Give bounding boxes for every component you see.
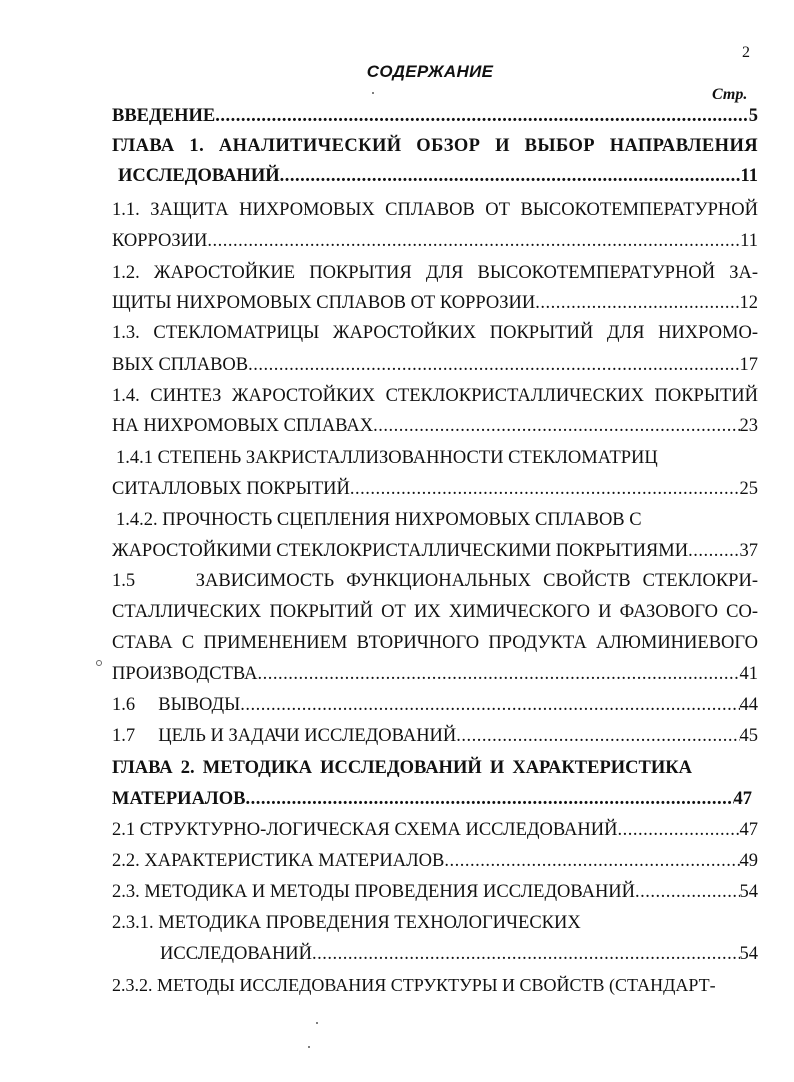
toc-entry-1-2-cont [112,288,758,318]
dot-leader [350,474,740,504]
toc-entry-1-3: 1.3. СТЕКЛОМАТРИЦЫ ЖАРОСТОЙКИХ ПОКРЫТИЙ ДЛЯ НИХРОМО- [112,323,758,343]
toc-entry-1-4-2: 1.4.2. ПРОЧНОСТЬ СЦЕПЛЕНИЯ НИХРОМОВЫХ СПЛАВОВ С [116,510,642,530]
toc-entry-page: 44 [739,695,758,715]
toc-entry-1-4-1-cont [112,474,758,504]
scan-speck [96,660,102,666]
toc-entry-text: 1.6 ВЫВОДЫ [112,695,241,715]
toc-entry-1-3-cont [112,350,758,380]
toc-entry-text: ПРОИЗВОДСТВА [112,664,258,684]
toc-entry-1-1-cont [112,226,758,256]
toc-entry-2-1 [112,815,758,845]
toc-entry-text: 1.7 ЦЕЛЬ И ЗАДАЧИ ИССЛЕДОВАНИЙ [112,726,457,746]
toc-entry-introduction [112,101,758,131]
toc-entry-page: 17 [739,355,758,375]
dot-leader [257,659,739,689]
toc-entry-text: 2.2. ХАРАКТЕРИСТИКА МАТЕРИАЛОВ [112,851,445,871]
toc-entry-page: 54 [739,882,758,902]
page-column-label: Стр. [712,86,748,103]
toc-entry-text: СИТАЛЛОВЫХ ПОКРЫТИЙ [112,479,350,499]
toc-entry-1-5: 1.5 ЗАВИСИМОСТЬ ФУНКЦИОНАЛЬНЫХ СВОЙСТВ СТЕКЛОКРИ- [112,571,758,591]
toc-entry-2-3-2: 2.3.2. МЕТОДЫ ИССЛЕДОВАНИЯ СТРУКТУРЫ И СВОЙСТВ (СТАНДАРТ- [112,975,716,995]
toc-entry-text: ВВЕДЕНИЕ [112,106,216,126]
toc-entry-page: 41 [739,664,758,684]
dot-leader [312,939,739,969]
dot-leader [535,288,739,318]
toc-entry-page: 49 [739,851,758,871]
dot-leader [373,411,739,441]
scan-speck [316,1022,318,1024]
toc-entry-1-5-cont-3 [112,659,758,689]
toc-entry-page: 54 [739,944,758,964]
toc-entry-1-4-2-cont [112,536,758,566]
toc-entry-1-7 [112,721,758,751]
toc-entry-page: 5 [748,106,758,126]
toc-entry-chapter-2: ГЛАВА 2. МЕТОДИКА ИССЛЕДОВАНИЙ И ХАРАКТЕРИСТИКА [112,758,692,778]
toc-entry-text: 2.3. МЕТОДИКА И МЕТОДЫ ПРОВЕДЕНИЯ ИССЛЕДОВАНИЙ [112,882,636,902]
toc-entry-page: 25 [739,479,758,499]
dot-leader [280,161,741,191]
toc-entry-page: 23 [739,416,758,436]
dot-leader [207,226,740,256]
toc-entry-1-2: 1.2. ЖАРОСТОЙКИЕ ПОКРЫТИЯ ДЛЯ ВЫСОКОТЕМПЕРАТУРНОЙ ЗА- [112,263,758,283]
toc-entry-text: ЩИТЫ НИХРОМОВЫХ СПЛАВОВ ОТ КОРРОЗИИ [112,293,536,313]
dot-leader [618,815,740,845]
toc-entry-page: 11 [740,231,758,251]
dot-leader [635,877,739,907]
dot-leader [215,101,749,131]
dot-leader [444,846,739,876]
toc-entry-text: МАТЕРИАЛОВ [112,789,246,809]
toc-entry-1-4-cont [112,411,758,441]
toc-entry-page: 47 [733,789,752,809]
toc-entry-1-4-1: 1.4.1 СТЕПЕНЬ ЗАКРИСТАЛЛИЗОВАННОСТИ СТЕКЛОМАТРИЦ [116,448,658,468]
toc-entry-text: ВЫХ СПЛАВОВ [112,355,249,375]
toc-entry-page: 37 [739,541,758,561]
toc-entry-text: ИССЛЕДОВАНИЙ [118,166,280,186]
toc-entry-text: 2.1 СТРУКТУРНО-ЛОГИЧЕСКАЯ СХЕМА ИССЛЕДОВАНИЙ [112,820,618,840]
toc-entry-1-5-cont-1: СТАЛЛИЧЕСКИХ ПОКРЫТИЙ ОТ ИХ ХИМИЧЕСКОГО И ФАЗОВОГО СО- [112,602,758,622]
dot-leader [456,721,739,751]
toc-entry-2-3-1: 2.3.1. МЕТОДИКА ПРОВЕДЕНИЯ ТЕХНОЛОГИЧЕСКИХ [112,913,581,933]
dot-leader [245,784,733,814]
page-number: 2 [742,44,750,61]
toc-entry-text: ИССЛЕДОВАНИЙ [160,944,313,964]
toc-entry-text: НА НИХРОМОВЫХ СПЛАВАХ [112,416,374,436]
toc-entry-text: ЖАРОСТОЙКИМИ СТЕКЛОКРИСТАЛЛИЧЕСКИМИ ПОКРЫТИЯМИ [112,541,689,561]
toc-entry-page: 12 [739,293,758,313]
toc-entry-2-3 [112,877,758,907]
toc-entry-1-6 [112,690,758,720]
toc-entry-page: 11 [740,166,758,186]
toc-entry-text: КОРРОЗИИ [112,231,208,251]
dot-leader [240,690,739,720]
scan-speck [308,1046,310,1048]
toc-entry-1-1: 1.1. ЗАЩИТА НИХРОМОВЫХ СПЛАВОВ ОТ ВЫСОКОТЕМПЕРАТУРНОЙ [112,200,758,220]
scan-speck [372,92,374,94]
page-title: СОДЕРЖАНИЕ [366,62,494,81]
toc-entry-1-5-cont-2: СТАВА С ПРИМЕНЕНИЕМ ВТОРИЧНОГО ПРОДУКТА АЛЮМИНИЕВОГО [112,633,758,653]
toc-entry-chapter-2-cont [112,784,752,814]
dot-leader [248,350,739,380]
toc-entry-1-4: 1.4. СИНТЕЗ ЖАРОСТОЙКИХ СТЕКЛОКРИСТАЛЛИЧЕСКИХ ПОКРЫТИЙ [112,386,758,406]
toc-entry-chapter-1: ГЛАВА 1. АНАЛИТИЧЕСКИЙ ОБЗОР И ВЫБОР НАПРАВЛЕНИЯ [112,136,758,156]
toc-entry-chapter-1-cont [112,161,758,191]
dot-leader [688,536,739,566]
toc-entry-page: 45 [739,726,758,746]
toc-entry-2-2 [112,846,758,876]
toc-entry-2-3-1-cont [160,939,758,969]
toc-entry-page: 47 [739,820,758,840]
